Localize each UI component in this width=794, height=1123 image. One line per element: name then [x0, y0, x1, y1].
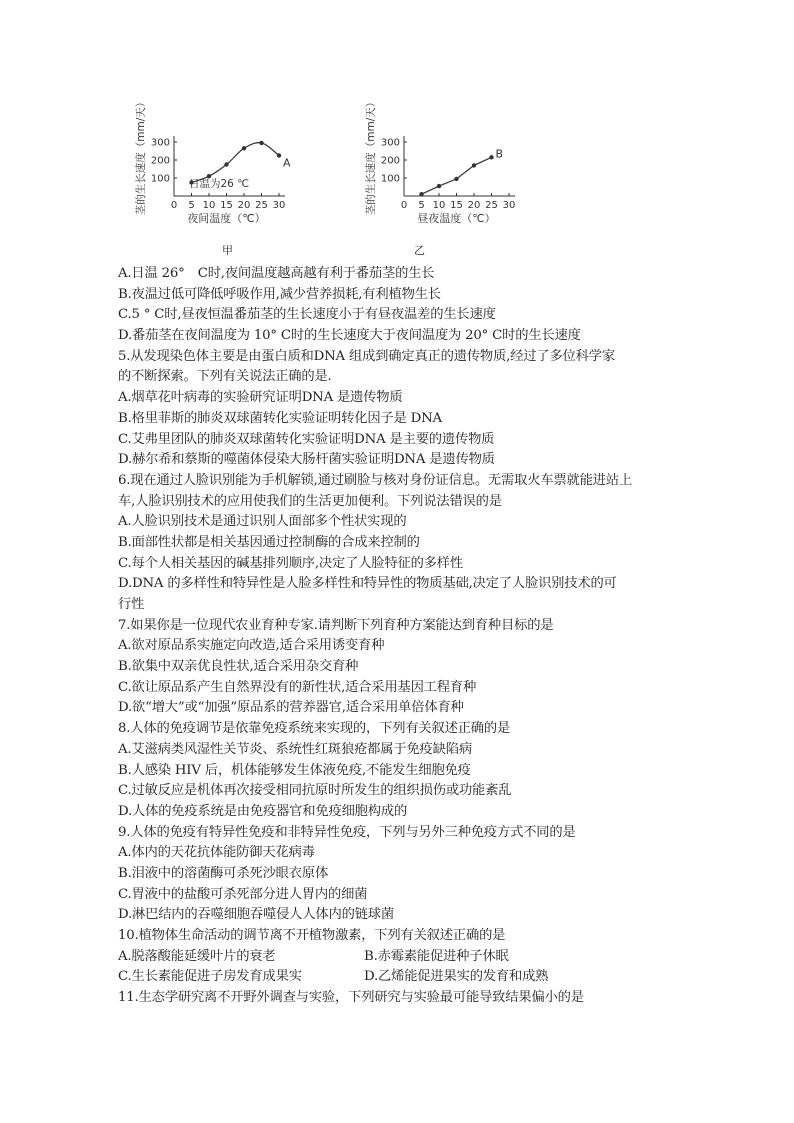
data-point: [489, 155, 493, 159]
text-line: 行性: [118, 597, 145, 612]
y-axis-label: 茎的生长速度（mm/天）: [365, 96, 377, 216]
data-point: [259, 141, 263, 145]
text-line: C.欲让原品系产生自然界没有的新性状,适合采用基因工程育种: [118, 679, 477, 695]
chart-yi-svg: [348, 96, 548, 240]
text-line: 5.从发现染色体主要是由蛋白质和DNA 组成到确定真正的遗传物质,经过了多位科学家: [118, 348, 615, 364]
x-tick-label: 20: [237, 200, 251, 211]
data-point: [277, 153, 281, 157]
option-row: [118, 947, 678, 968]
chart-yi-panel-label: 乙: [414, 244, 425, 257]
data-point: [419, 192, 423, 196]
text-line: A.艾滋病类风湿性关节炎、系统性红斑狼疮都属于免疫缺陷病: [118, 741, 472, 757]
text-line: 7.如果你是一位现代农业育种专家.请判断下列育种方案能达到育种目标的是: [118, 617, 554, 633]
y-tick-label: 300: [380, 137, 400, 149]
chart-jia-panel-label: 甲: [222, 244, 233, 257]
text-line: C.每个人相关基因的碱基排列顺序,决定了人脸特征的多样性: [118, 555, 463, 571]
data-point: [224, 162, 228, 166]
y-tick-label: 200: [150, 155, 170, 167]
text-line: B.泪液中的溶菌酶可杀死沙眼衣原体: [118, 865, 329, 881]
x-tick-label: 0: [170, 200, 178, 211]
x-tick-label: 5: [418, 200, 425, 211]
x-tick-label: 20: [467, 200, 481, 211]
text-line: C.胃液中的盐酸可杀死部分进人胃内的细菌: [118, 886, 368, 902]
text-line: C.艾弗里团队的肺炎双球菌转化实验证明DNA 是主要的遗传物质: [118, 431, 495, 447]
text-line: 8.人体的免疫调节是依靠免疫系统来实现的，下列有关叙述正确的是: [118, 721, 511, 737]
text-line: D.赫尔希和蔡斯的噬菌体侵染大肠杆菌实验证明DNA 是遗传物质: [118, 452, 495, 468]
x-tick-label: 5: [188, 200, 195, 211]
x-tick-label: 25: [255, 200, 268, 211]
text-line: B.夜温过低可降低呼吸作用,减少营养损耗,有利植物生长: [118, 286, 441, 302]
text-line: 车,人脸识别技术的应用使我们的生活更加便利。下列说法错误的是: [118, 493, 502, 509]
option-item: C.生长素能促进子房发育成果实: [118, 969, 302, 985]
chart-annotation: 日温为26 ℃: [189, 178, 249, 190]
text-line: A.体内的天花抗体能防御天花病毒: [118, 845, 315, 861]
text-line: 9.人体的免疫有特异性免疫和非特异性免疫，下列与另外三种免疫方式不同的是: [118, 824, 576, 840]
chart-yi: [348, 96, 548, 240]
text-line: D.人体的免疫系统是由免疫器官和免疫细胞构成的: [118, 803, 408, 819]
y-tick-label: 200: [380, 155, 400, 167]
x-tick-label: 15: [220, 200, 233, 211]
chart-jia-svg: [118, 96, 318, 240]
text-line: B.人感染 HIV 后，机体能够发生体液免疫,不能发生细胞免疫: [118, 762, 471, 778]
x-axis-label: 昼夜温度（℃）: [417, 212, 496, 225]
y-axis-label: 茎的生长速度（mm/天）: [135, 96, 147, 216]
text-line: A.人脸识别技术是通过识别人面部多个性状实现的: [118, 514, 407, 530]
y-tick-label: 300: [150, 137, 170, 149]
text-line: 6.现在通过人脸识别能为手机解锁,通过刷脸与核对身份证信息。无需取火车票就能进站上: [118, 472, 632, 488]
text-line: A.日温 26° C时,夜间温度越高越有利于番茄茎的生长: [118, 266, 435, 281]
y-tick-label: 100: [150, 173, 170, 185]
series-line: [422, 157, 492, 194]
x-tick-label: 25: [485, 200, 498, 211]
data-point: [454, 177, 458, 181]
point-label: A: [283, 156, 291, 170]
series-line: [192, 143, 280, 183]
text-line: D.DNA 的多样性和特异性是人脸多样性和特异性的物质基础,决定了人脸识别技术的可: [118, 576, 617, 592]
x-axis-label: 夜间温度（℃）: [187, 212, 266, 225]
text-line: 的不断探索。下列有关说法正确的是.: [118, 369, 332, 385]
text-line: D.欲“增大”或“加强”原品系的营养器官,适合采用单倍体育种: [118, 700, 464, 716]
x-tick-label: 30: [272, 200, 286, 211]
text-line: 11.生态学研究离不开野外调查与实验，下列研究与实验最可能导致结果偏小的是: [118, 990, 584, 1006]
text-line: B.欲集中双亲优良性状,适合采用杂交育种: [118, 659, 359, 675]
chart-jia: [118, 96, 318, 240]
text-line: B.面部性状都是相关基因通过控制酶的合成来控制的: [118, 534, 420, 550]
data-point: [437, 184, 441, 188]
text-line: 10.植物体生命活动的调节离不开植物激素，下列有关叙述正确的是: [118, 928, 506, 943]
x-tick-label: 0: [400, 200, 408, 211]
option-item: D.乙烯能促进果实的发育和成熟: [364, 969, 549, 985]
x-tick-label: 15: [450, 200, 463, 211]
data-point: [472, 163, 476, 167]
x-tick-label: 30: [502, 200, 516, 211]
text-line: A.欲对原品系实施定向改造,适合采用诱变育种: [118, 638, 385, 654]
x-tick-label: 10: [202, 200, 216, 211]
text-line: D.淋巴结内的吞噬细胞吞噬侵人人体内的链球菌: [118, 907, 394, 923]
option-item: B.赤霉素能促进种子休眠: [364, 948, 509, 964]
option-item: A.脱落酸能延缓叶片的衰老: [118, 948, 276, 964]
text-line: C.5 ° C时,昼夜恒温番茄茎的生长速度小于有昼夜温差的生长速度: [118, 307, 496, 323]
option-row: [118, 967, 678, 988]
text-line: B.格里菲斯的肺炎双球菌转化实验证明转化因子是 DNA: [118, 410, 442, 426]
point-label: B: [495, 147, 504, 161]
data-point: [242, 146, 246, 150]
text-line: A.烟草花叶病毒的实验研究证明DNA 是遗传物质: [118, 390, 403, 406]
x-tick-label: 10: [432, 200, 446, 211]
y-tick-label: 100: [380, 173, 400, 185]
text-line: C.过敏反应是机体再次接受相同抗原时所发生的组织损伤或功能紊乱: [118, 783, 512, 799]
text-line: D.番茄茎在夜间温度为 10° C时的生长速度大于夜间温度为 20° C时的生长速度: [118, 328, 581, 344]
question-text: [118, 264, 678, 1009]
